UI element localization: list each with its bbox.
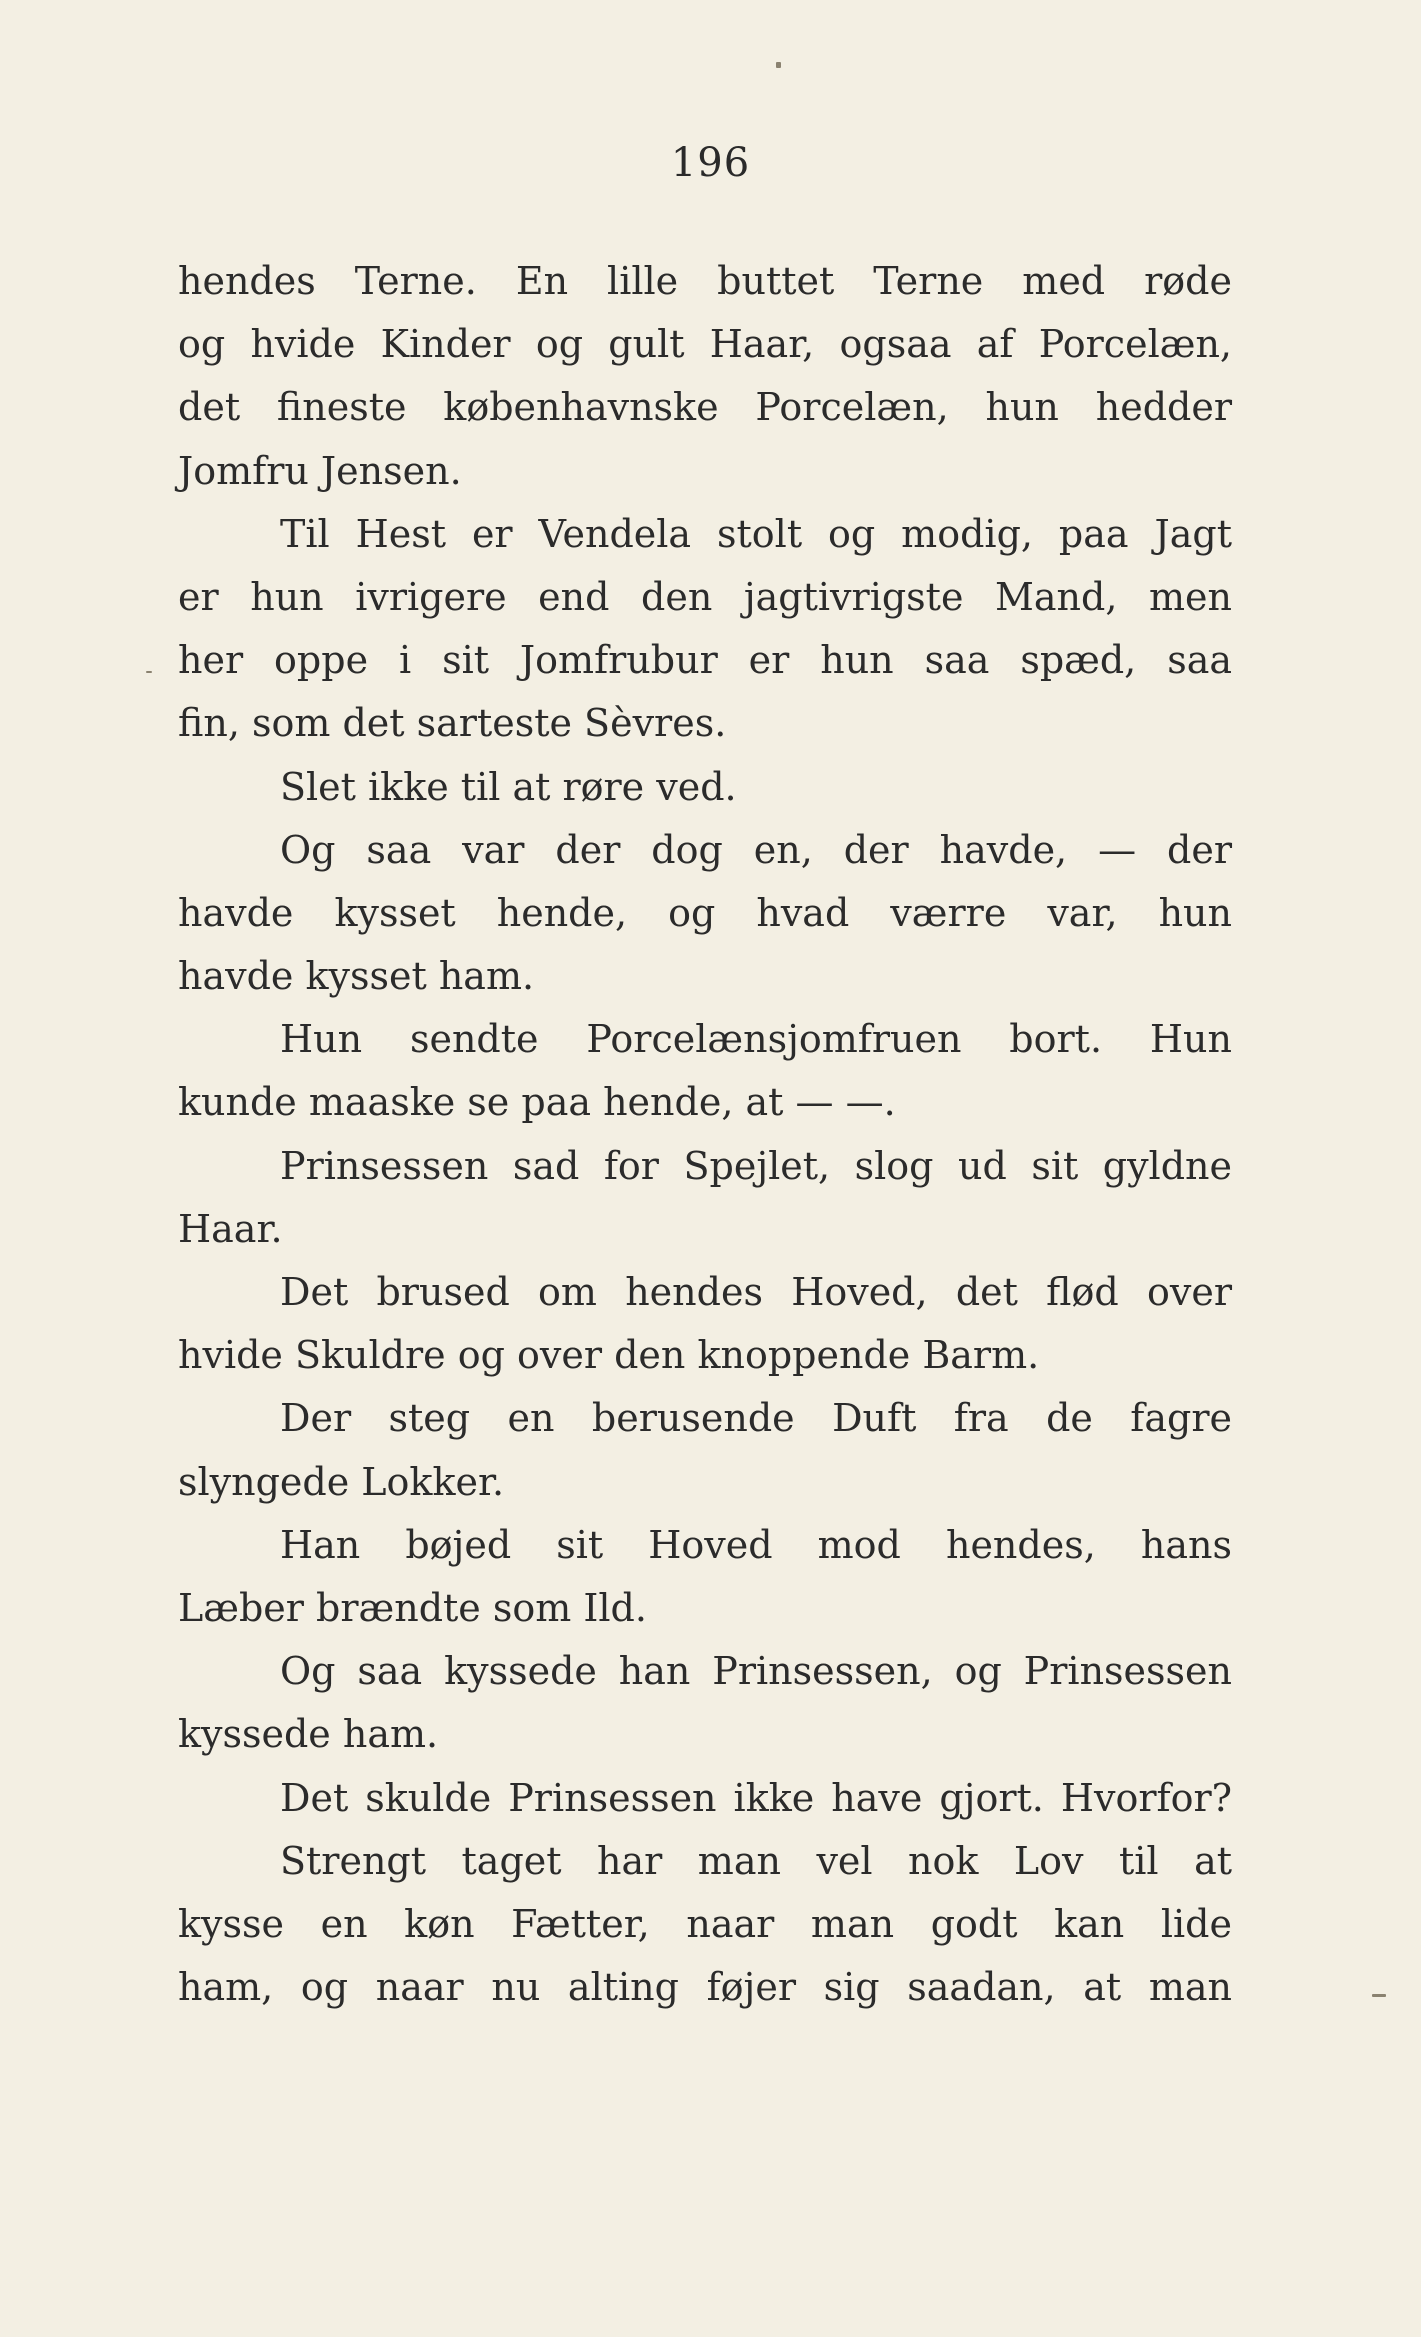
text-line: slyngede Lokker.: [178, 1459, 505, 1504]
text-line: Hun sendte Porcelænsjomfruen bort. Hun: [280, 1017, 1232, 1062]
text-line: Læber brændte som Ild.: [178, 1585, 647, 1630]
scan-mark: [146, 671, 152, 673]
text-line: hvide Skuldre og over den knoppende Barm.: [178, 1333, 1040, 1378]
text-line: Det skulde Prinsessen ikke have gjort. Hvorfor?: [280, 1775, 1232, 1820]
text-line: Haar.: [178, 1206, 283, 1251]
text-line: og hvide Kinder og gult Haar, ogsaa af Porcelæn,: [178, 322, 1232, 367]
text-line: det fineste københavnske Porcelæn, hun hedder: [178, 385, 1232, 430]
text-line: hendes Terne. En lille buttet Terne med røde: [178, 259, 1232, 303]
text-line: kysse en køn Fætter, naar man godt kan lide: [178, 1901, 1232, 1946]
text-line: fin, som det sarteste Sèvres.: [178, 701, 727, 746]
text-line: kunde maaske se paa hende, at — —.: [178, 1080, 896, 1125]
text-line: her oppe i sit Jomfrubur er hun saa spæd, saa: [178, 638, 1232, 683]
text-line: havde kysset ham.: [178, 954, 535, 999]
text-line: ham, og naar nu alting føjer sig saadan, at man: [178, 1965, 1232, 2010]
text-line: Prinsessen sad for Spejlet, slog ud sit gyldne: [280, 1143, 1232, 1188]
text-line: Og saa var der dog en, der havde, — der: [280, 827, 1232, 872]
text-line: Han bøjed sit Hoved mod hendes, hans: [280, 1522, 1232, 1567]
text-line: Strengt taget har man vel nok Lov til at: [280, 1838, 1232, 1883]
text-line: kyssede ham.: [178, 1712, 439, 1757]
scan-mark: [776, 62, 781, 68]
scan-mark: [1372, 1994, 1386, 1997]
text-line: Slet ikke til at røre ved.: [280, 764, 737, 809]
page-number: 196: [670, 140, 751, 186]
text-line: Der steg en berusende Duft fra de fagre: [280, 1396, 1232, 1441]
text-line: Til Hest er Vendela stolt og modig, paa Jagt: [280, 511, 1232, 556]
text-line: havde kysset hende, og hvad værre var, hun: [178, 890, 1232, 935]
body-text: [178, 250, 1232, 2019]
text-line: Det brused om hendes Hoved, det flød over: [280, 1270, 1232, 1314]
text-line: er hun ivrigere end den jagtivrigste Mand, men: [178, 574, 1232, 619]
text-line: Jomfru Jensen.: [178, 448, 462, 493]
text-line: Og saa kyssede han Prinsessen, og Prinsessen: [280, 1649, 1232, 1694]
